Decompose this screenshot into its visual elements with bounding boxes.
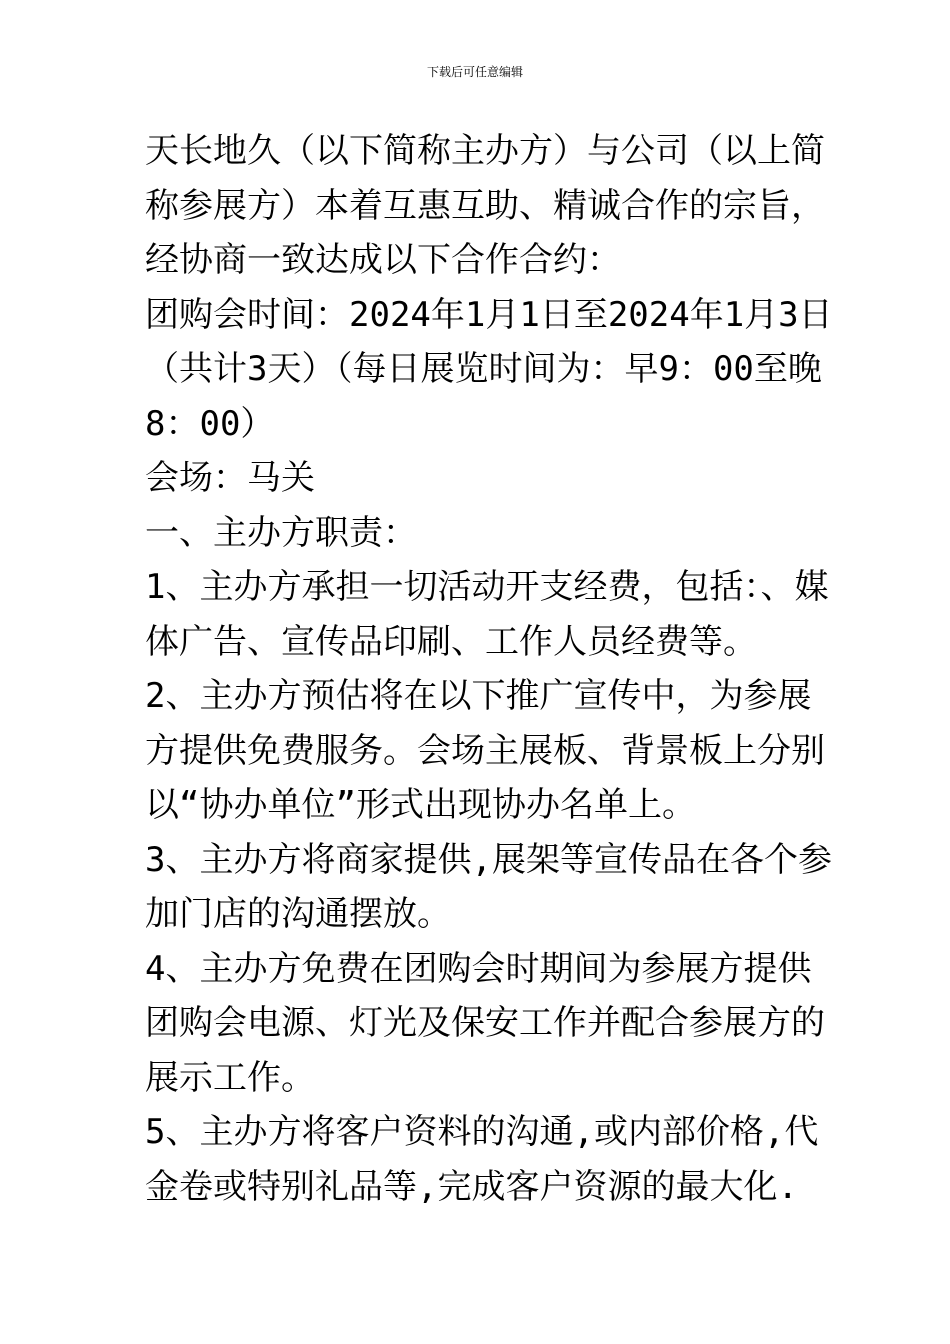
page-header: 下载后可任意编辑: [426, 65, 523, 79]
paragraph-intro: 天长地久（以下简称主办方）与公司（以上简称参展方）本着互惠互助、精诚合作的宗旨，经协商一致达成以下合作合约：: [145, 131, 825, 280]
list-item-1: 1、主办方承担一切活动开支经费，包括：、媒体广告、宣传品印刷、工作人员经费等。: [145, 567, 829, 662]
list-item-4: 4、主办方免费在团购会时期间为参展方提供团购会电源、灯光及保安工作并配合参展方的展示工作。: [145, 948, 825, 1098]
list-item-3: 3、主办方将商家提供,展架等宣传品在各个参加门店的沟通摆放。: [145, 839, 832, 934]
paragraph-venue: 会场：马关: [145, 458, 315, 498]
section-heading: 一、主办方职责：: [145, 512, 417, 553]
list-item-5: 5、主办方将客户资料的沟通,或内部价格,代金卷或特别礼品等,完成客户资源的最大化.: [145, 1112, 819, 1207]
list-item-2: 2、主办方预估将在以下推广宣传中，为参展方提供免费服务。会场主展板、背景板上分别以“协办单位”形式出现协办名单上。: [145, 676, 825, 825]
document-body: [145, 124, 845, 1214]
paragraph-time: 团购会时间：2024年1月1日至2024年1月3日（共计3天）（每日展览时间为：早9：00至晚8：00）: [145, 294, 833, 444]
